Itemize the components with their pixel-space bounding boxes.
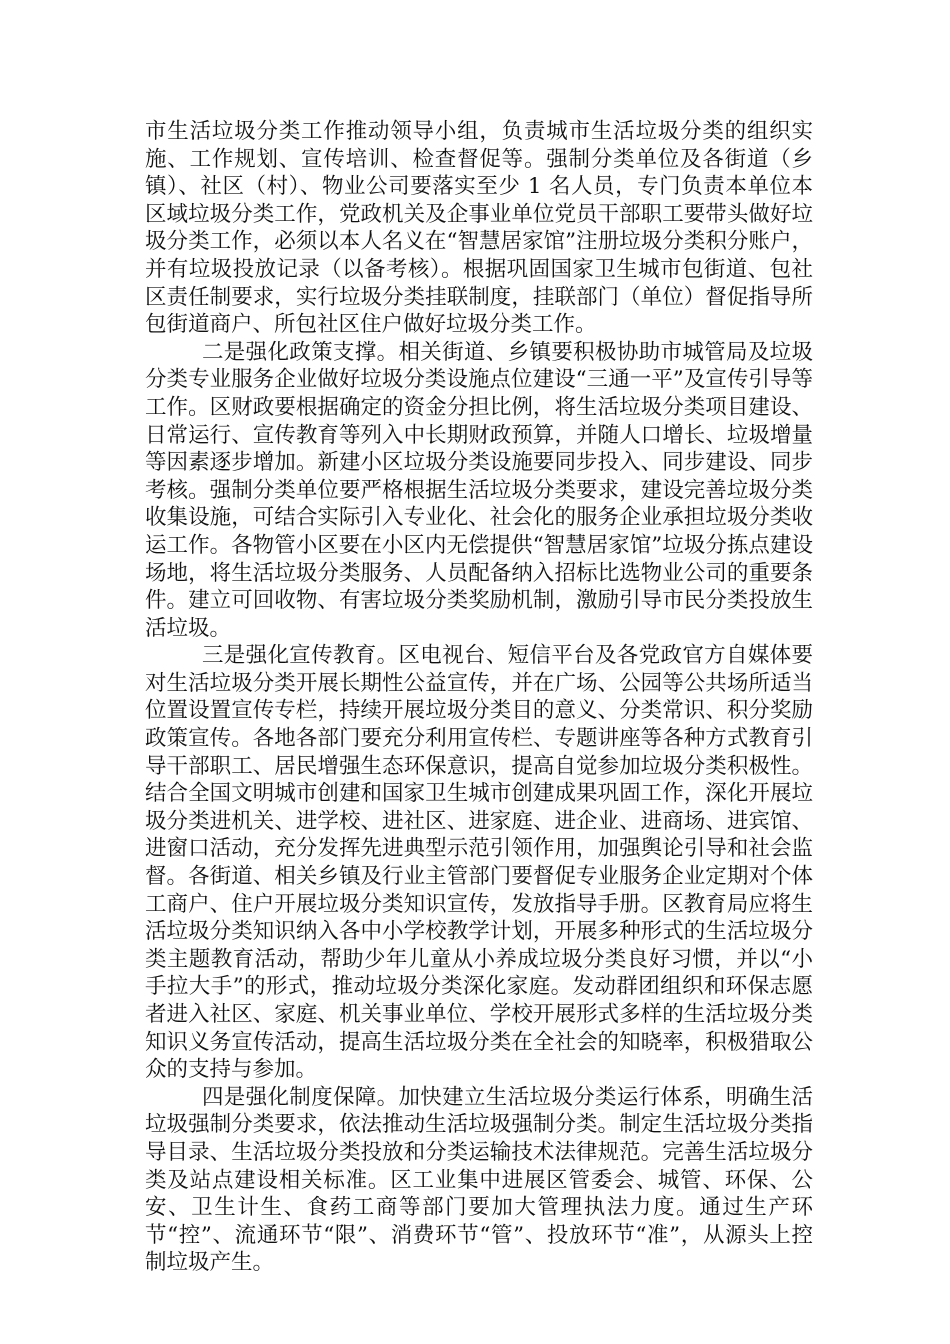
- paragraph-continuation: 市生活垃圾分类工作推动领导小组，负责城市生活垃圾分类的组织实施、工作规划、宣传培训、检查督促等。强制分类单位及各街道（乡镇）、社区（村）、物业公司要落实至少 1 名人员，专门负责本单位本区域垃圾分类工作，党政机关及企事业单位党员干部职工要带头做好垃圾分类工作，必须以本人名义在“智慧居家馆”注册垃圾分类积分账户，并有垃圾投放记录（以备考核）。根据巩固国家卫生城市包街道、包社区责任制要求，实行垃圾分类挂联制度，挂联部门（单位）督促指导所包街道商户、所包社区住户做好垃圾分类工作。: [145, 119, 813, 338]
- document-page: [145, 118, 813, 1277]
- paragraph-policy-support: 二是强化政策支撑。相关街道、乡镇要积极协助市城管局及垃圾分类专业服务企业做好垃圾分类设施点位建设“三通一平”及宣传引导等工作。区财政要根据确定的资金分担比例，将生活垃圾分类项目建设、日常运行、宣传教育等列入中长期财政预算，并随人口增长、垃圾增量等因素逐步增加。新建小区垃圾分类设施要同步投入、同步建设、同步考核。强制分类单位要严格根据生活垃圾分类要求，建设完善垃圾分类收集设施，可结合实际引入专业化、社会化的服务企业承担垃圾分类收运工作。各物管小区要在小区内无偿提供“智慧居家馆”垃圾分拣点建设场地，将生活垃圾分类服务、人员配备纳入招标比选物业公司的重要条件。建立可回收物、有害垃圾分类奖励机制，激励引导市民分类投放生活垃圾。: [145, 339, 813, 641]
- paragraph-institutional-guarantee: 四是强化制度保障。加快建立生活垃圾分类运行体系，明确生活垃圾强制分类要求，依法推动生活垃圾强制分类。制定生活垃圾分类指导目录、生活垃圾分类投放和分类运输技术法律规范。完善生活垃圾分类及站点建设相关标准。区工业集中进展区管委会、城管、环保、公安、卫生计生、食药工商等部门要加大管理执法力度。通过生产环节“控”、流通环节“限”、消费环节“管”、投放环节“准”，从源头上控制垃圾产生。: [145, 1084, 813, 1276]
- paragraph-publicity-education: 三是强化宣传教育。区电视台、短信平台及各党政官方自媒体要对生活垃圾分类开展长期性公益宣传，并在广场、公园等公共场所适当位置设置宣传专栏，持续开展垃圾分类目的意义、分类常识、积分奖励政策宣传。各地各部门要充分利用宣传栏、专题讲座等各种方式教育引导干部职工、居民增强生态环保意识，提高自觉参加垃圾分类积极性。结合全国文明城市创建和国家卫生城市创建成果巩固工作，深化开展垃圾分类进机关、进学校、进社区、进家庭、进企业、进商场、进宾馆、进窗口活动，充分发挥先进典型示范引领作用，加强舆论引导和社会监督。各街道、相关乡镇及行业主管部门要督促专业服务企业定期对个体工商户、住户开展垃圾分类知识宣传，发放指导手册。区教育局应将生活垃圾分类知识纳入各中小学校教学计划，开展多种形式的生活垃圾分类主题教育活动，帮助少年儿童从小养成垃圾分类良好习惯，并以“小手拉大手”的形式，推动垃圾分类深化家庭。发动群团组织和环保志愿者进入社区、家庭、机关事业单位、学校开展形式多样的生活垃圾分类知识义务宣传活动，提高生活垃圾分类在全社会的知晓率，积极猎取公众的支持与参加。: [145, 643, 813, 1083]
